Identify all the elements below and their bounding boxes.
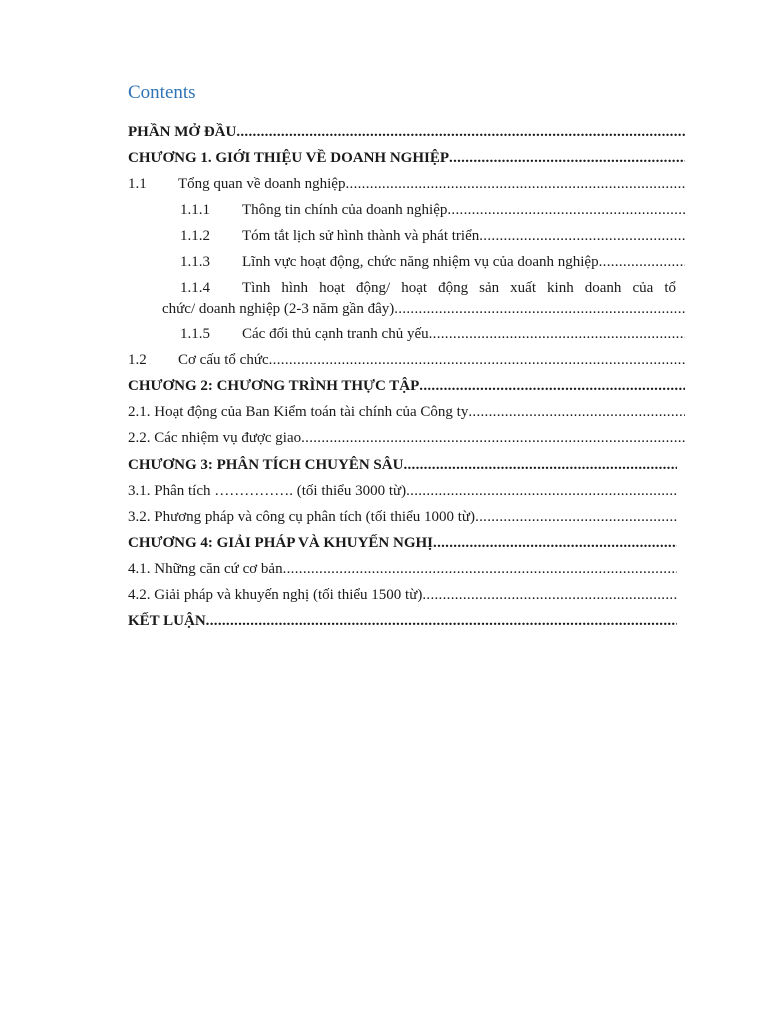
dot-leader: [419, 377, 685, 395]
toc-entry-3-2[interactable]: [128, 508, 677, 526]
dot-leader: [206, 612, 677, 630]
toc-entry-1-1-1[interactable]: [180, 201, 685, 219]
toc-entry-number: 1.2: [128, 352, 147, 368]
toc-entry-text: Thông tin chính của doanh nghiệp: [242, 202, 448, 218]
dot-leader: [449, 149, 685, 167]
toc-entry-number: 1.1.5: [180, 326, 210, 342]
dot-leader: [394, 300, 685, 318]
toc-entry-chuong-3[interactable]: [128, 456, 677, 474]
toc-entry-chuong-4[interactable]: [128, 534, 677, 552]
toc-entry-4-1[interactable]: [128, 560, 677, 578]
toc-entry-1-1-4-line1[interactable]: [180, 279, 676, 297]
dot-leader: [283, 560, 677, 578]
dot-leader: [433, 534, 677, 552]
dot-leader: [422, 586, 677, 604]
toc-entry-1-1[interactable]: [128, 175, 685, 193]
dot-leader: [468, 403, 685, 421]
toc-entry-1-1-3[interactable]: [180, 253, 685, 271]
toc-entry-number: 1.1.2: [180, 228, 210, 244]
toc-entry-2-1[interactable]: [128, 403, 685, 421]
toc-entry-text: Cơ cấu tổ chức: [178, 352, 269, 368]
toc-entry-text: 4.1. Những căn cứ cơ bản: [128, 561, 283, 577]
toc-entry-number: 1.1: [128, 176, 147, 192]
dot-leader: [429, 325, 685, 343]
toc-entry-text: chức/ doanh nghiệp (2-3 năm gần đây): [162, 301, 395, 317]
toc-entry-text: CHƯƠNG 4: GIẢI PHÁP VÀ KHUYẾN NGHỊ: [128, 535, 434, 551]
toc-entry-text: Tổng quan về doanh nghiệp: [178, 176, 346, 192]
toc-entry-text: KẾT LUẬN: [128, 613, 206, 629]
dot-leader: [447, 201, 685, 219]
toc-entry-text: 2.2. Các nhiệm vụ được giao: [128, 430, 302, 446]
dot-leader: [301, 429, 685, 447]
toc-entry-text: Tóm tắt lịch sử hình thành và phát triển: [242, 228, 480, 244]
toc-heading: Contents: [128, 82, 196, 103]
toc-entry-text: PHẦN MỞ ĐẦU: [128, 124, 237, 140]
toc-entry-text: 4.2. Giải pháp và khuyến nghị (tối thiểu 1500 từ): [128, 587, 423, 603]
toc-entry-text: 3.1. Phân tích ……………. (tối thiểu 3000 từ): [128, 483, 407, 499]
dot-leader: [479, 227, 685, 245]
toc-entry-number: 1.1.4: [180, 280, 210, 296]
dot-leader: [269, 351, 685, 369]
toc-entry-text: CHƯƠNG 3: PHÂN TÍCH CHUYÊN SÂU: [128, 457, 404, 473]
toc-entry-text: Tình hình hoạt động/ hoạt động sản xuất kinh doanh của tổ: [242, 280, 676, 296]
toc-entry-text: CHƯƠNG 2: CHƯƠNG TRÌNH THỰC TẬP: [128, 378, 420, 394]
dot-leader: [236, 123, 685, 141]
toc-entry-ket-luan[interactable]: [128, 612, 677, 630]
toc-entry-2-2[interactable]: [128, 429, 685, 447]
toc-entry-number: 1.1.3: [180, 254, 210, 270]
dot-leader: [345, 175, 685, 193]
dot-leader: [475, 508, 677, 526]
toc-entry-1-1-4-line2[interactable]: [162, 300, 685, 318]
dot-leader: [406, 482, 677, 500]
toc-entry-text: Các đối thủ cạnh tranh chủ yếu: [242, 326, 429, 342]
dot-leader: [599, 253, 685, 271]
toc-entry-4-2[interactable]: [128, 586, 677, 604]
toc-entry-1-2[interactable]: [128, 351, 685, 369]
toc-entry-text: Lĩnh vực hoạt động, chức năng nhiệm vụ của doanh nghiệp: [242, 254, 599, 270]
toc-entry-1-1-2[interactable]: [180, 227, 685, 245]
dot-leader: [403, 456, 677, 474]
toc-entry-chuong-2[interactable]: [128, 377, 685, 395]
toc-entry-3-1[interactable]: [128, 482, 677, 500]
toc-entry-number: 1.1.1: [180, 202, 210, 218]
toc-entry-chuong-1[interactable]: [128, 149, 685, 167]
toc-entry-phan-mo-dau[interactable]: [128, 123, 685, 141]
toc-entry-text: 3.2. Phương pháp và công cụ phân tích (tối thiểu 1000 từ): [128, 509, 476, 525]
toc-entry-text: 2.1. Hoạt động của Ban Kiểm toán tài chính của Công ty: [128, 404, 469, 420]
toc-entry-text: CHƯƠNG 1. GIỚI THIỆU VỀ DOANH NGHIỆP: [128, 150, 450, 166]
toc-entry-1-1-5[interactable]: [180, 325, 685, 343]
